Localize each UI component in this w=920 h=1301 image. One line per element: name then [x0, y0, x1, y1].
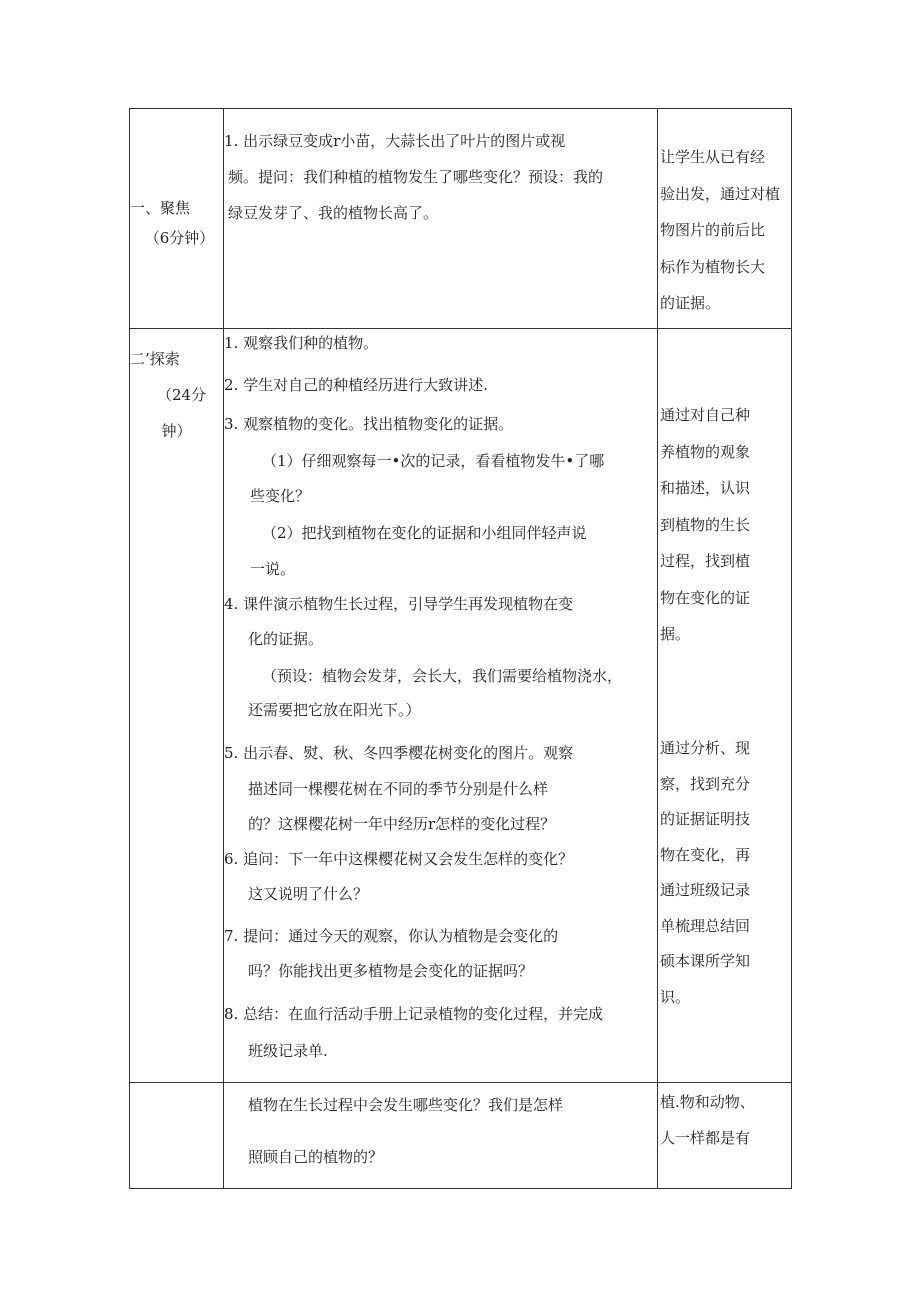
- purpose-line: 单梳理总结回: [660, 916, 751, 935]
- step-7-cont: 吗？你能找出更多植物是会变化的证据吗？: [248, 962, 534, 980]
- step-3: 3. 观察植物的变化。找出植物变化的证据。: [224, 415, 514, 433]
- table-row-focus: [130, 109, 792, 329]
- step-4-note: （预设：植物会发芽，会长大，我们需要给植物浇水，: [262, 667, 623, 685]
- stage-title: 二’探索: [130, 350, 180, 368]
- stage-duration: （6分钟）: [144, 229, 215, 247]
- step-5: 5. 出示春、熨、秋、冬四季樱花树变化的图片。观察: [224, 744, 574, 762]
- purpose-line: 据。: [660, 625, 691, 643]
- purpose-line: 到植物的生长: [660, 515, 751, 534]
- step-4-cont: 化的证据。: [248, 630, 324, 648]
- activity-line: 绿豆发芽了、我的植物长高了。: [228, 204, 439, 222]
- purpose-cell-focus: [658, 109, 792, 329]
- purpose-line: 物在变化，再: [660, 845, 751, 864]
- purpose-line: 过程，找到植: [660, 552, 751, 570]
- purpose-cell-summary: [658, 1083, 792, 1189]
- purpose-line: 的证据证明技: [660, 810, 751, 828]
- activity-line: 1. 出示绿豆变成r小苗，大蒜长出了叶片的图片或视: [224, 132, 566, 150]
- purpose-line: 养植物的观象: [660, 442, 751, 461]
- step-6-cont: 这又说明了什么？: [248, 885, 369, 903]
- step-5-cont-2: 的？这棵樱花树一年中经历r怎样的变化过程？: [248, 815, 556, 833]
- step-2: 2. 学生对自己的种植经历进行大致讲述.: [224, 376, 488, 394]
- purpose-line: 植.物和动物、: [660, 1093, 755, 1111]
- purpose-cell-explore: [658, 329, 792, 1083]
- stage-cell-summary: [130, 1083, 224, 1189]
- purpose-line: 物图片的前后比: [660, 221, 766, 239]
- purpose-line: 人一样都是有: [660, 1129, 751, 1147]
- summary-question-cont: 照顾自己的植物的？: [248, 1148, 384, 1166]
- purpose-line: 和描述，认识: [660, 479, 751, 497]
- purpose-line: 识。: [660, 987, 691, 1006]
- step-3-sub-1-cont: 些变化？: [250, 487, 311, 505]
- table-row-summary: [130, 1083, 792, 1189]
- summary-question: 植物在生长过程中会发生哪些变化？我们是怎样: [248, 1096, 564, 1114]
- purpose-line: 标作为植物长大: [660, 257, 766, 276]
- activity-line: 频。提问：我们种植的植物发生了哪些变化？预设：我的: [228, 168, 604, 186]
- activity-cell-focus: [224, 109, 658, 329]
- step-6: 6. 追问：下一年中这棵樱花树又会发生怎样的变化？: [224, 850, 574, 868]
- stage-title: 一、聚焦: [130, 199, 191, 217]
- purpose-line: 通过对自己种: [660, 406, 751, 424]
- stage-cell-explore: [130, 329, 224, 1083]
- stage-cell-focus: [130, 109, 224, 329]
- purpose-line: 验出发，通过对植: [660, 184, 781, 203]
- lesson-plan-sheet: [129, 108, 791, 1188]
- step-3-sub-2: （2）把找到植物在变化的证据和小组同伴轻声说: [262, 524, 587, 542]
- purpose-line: 通过班级记录: [660, 881, 751, 899]
- purpose-line: 察，找到充分: [660, 774, 751, 793]
- stage-duration: （24分: [156, 386, 207, 404]
- stage-duration-unit: 钟）: [161, 422, 192, 440]
- purpose-line: 通过分析、现: [660, 739, 751, 757]
- step-7: 7. 提问：通过今天的观察，你认为植物是会变化的: [224, 927, 559, 945]
- step-3-sub-1: （1）仔细观察每一•次的记录，看看植物发牛•了哪: [262, 452, 605, 470]
- activity-cell-summary: [224, 1083, 658, 1189]
- step-4-note-cont: 还需要把它放在阳光下。）: [248, 701, 421, 719]
- step-4: 4. 课件演示植物生长过程，引导学生再发现植物在变: [224, 595, 574, 613]
- step-1: 1. 观察我们种的植物。: [224, 334, 379, 352]
- lesson-plan-table: [129, 108, 792, 1189]
- step-8-cont: 班级记录单.: [248, 1042, 328, 1060]
- step-5-cont-1: 描述同一棵樱花树在不同的季节分别是什么样: [248, 780, 549, 798]
- step-8: 8. 总结：在血行活动手册上记录植物的变化过程，并完成: [224, 1005, 604, 1023]
- step-3-sub-2-cont: 一说。: [250, 560, 296, 578]
- purpose-line: 的证据。: [660, 294, 721, 312]
- purpose-line: 物在变化的证: [660, 588, 751, 607]
- purpose-line: 硕本课所学知: [660, 952, 751, 970]
- purpose-line: 让学生从已有经: [660, 148, 766, 166]
- activity-cell-explore: [224, 329, 658, 1083]
- table-row-explore: [130, 329, 792, 1083]
